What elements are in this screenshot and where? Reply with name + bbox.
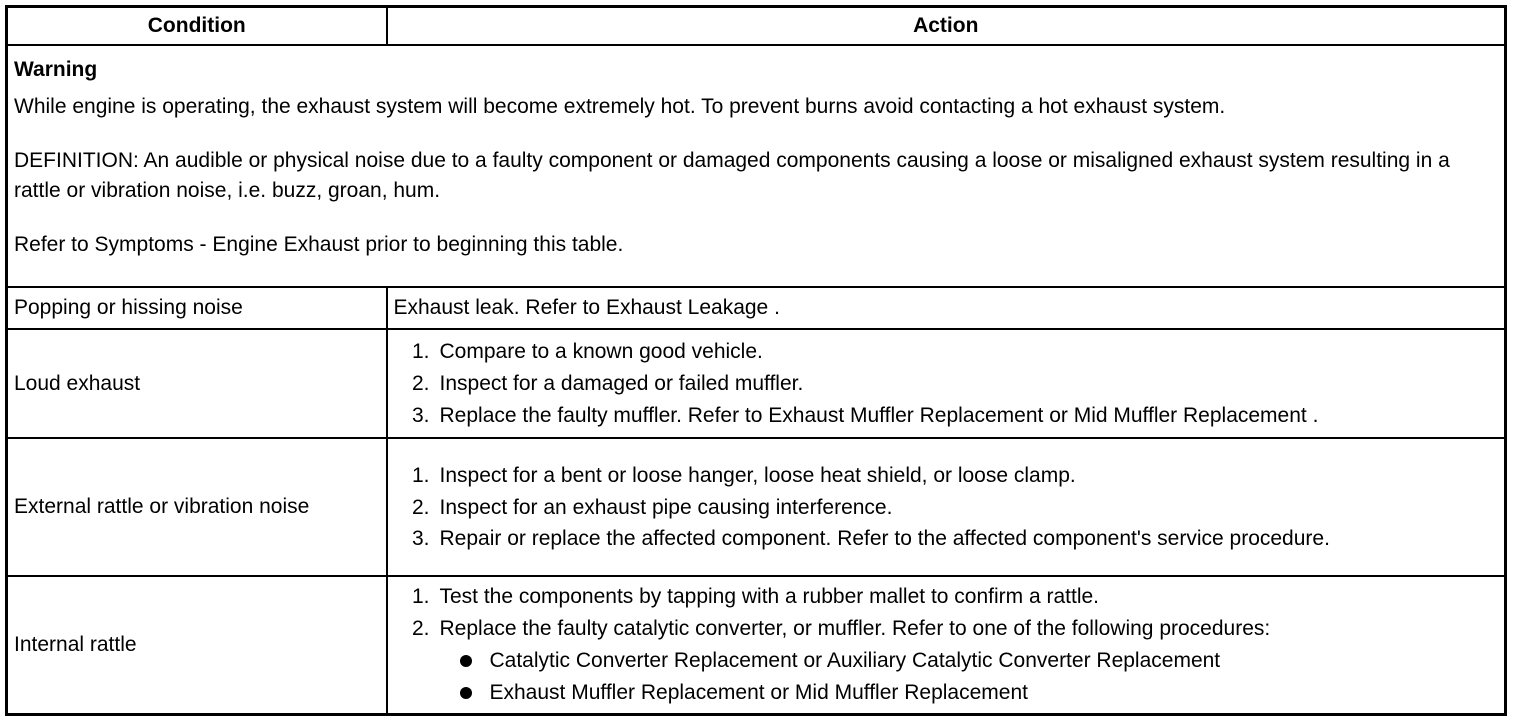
step-item [411, 613, 1499, 709]
step-list [394, 336, 1499, 432]
step-item [411, 368, 1499, 400]
step-text: Inspect for an exhaust pipe causing interference. [439, 496, 893, 520]
step-text: Replace the faulty muffler. Refer to Exhaust Muffler Replacement or Mid Muffler Replacement . [439, 403, 1319, 427]
step-text: Repair or replace the affected component. Refer to the affected component's service procedure. [439, 527, 1330, 551]
step-number: 2. [411, 371, 430, 395]
condition-cell: External rattle or vibration noise [7, 438, 387, 576]
condition-cell: Loud exhaust [7, 329, 387, 437]
bullet-icon [460, 655, 472, 667]
notes-row [7, 45, 1506, 287]
step-item [411, 400, 1499, 432]
step-list [394, 581, 1499, 709]
step-item [411, 581, 1499, 613]
step-number: 3. [411, 527, 430, 551]
procedure-text: Exhaust Muffler Replacement or Mid Muffler Replacement [489, 680, 1028, 704]
table-row [7, 576, 1506, 715]
step-list [394, 460, 1499, 553]
header-row [7, 7, 1506, 46]
step-item [411, 524, 1499, 553]
step-text: Replace the faulty catalytic converter, or muffler. Refer to one of the following procedures: [439, 616, 1271, 640]
procedure-item [490, 677, 1499, 709]
step-item [411, 492, 1499, 524]
notes-cell [7, 45, 1506, 287]
step-item [411, 336, 1499, 368]
step-number: 3. [411, 403, 430, 427]
action-cell [387, 576, 1506, 715]
bullet-icon [460, 687, 472, 699]
definition-text: DEFINITION: An audible or physical noise due to a faulty component or damaged components causing a loose or misaligned exhaust system resulting in a rattle or vibration noise, i.e. buzz, groan, hum. [14, 149, 1450, 202]
step-number: 2. [411, 496, 430, 520]
step-item [411, 460, 1499, 492]
condition-cell: Internal rattle [7, 576, 387, 715]
step-text: Inspect for a bent or loose hanger, loose heat shield, or loose clamp. [439, 464, 1076, 488]
step-text: Inspect for a damaged or failed muffler. [439, 371, 804, 395]
warning-title: Warning [14, 58, 98, 81]
table-row [7, 438, 1506, 576]
action-cell [387, 438, 1506, 576]
warning-text: While engine is operating, the exhaust system will become extremely hot. To prevent burns avoid contacting a hot exhaust system. [14, 95, 1226, 118]
action-cell [387, 329, 1506, 437]
refer-text: Refer to Symptoms - Engine Exhaust prior to beginning this table. [14, 233, 624, 256]
step-number: 1. [411, 464, 430, 488]
diagnostic-table [5, 5, 1507, 716]
condition-header: Condition [7, 7, 387, 46]
table-row [7, 329, 1506, 437]
table-row [7, 287, 1506, 329]
action-header: Action [387, 7, 1506, 46]
procedure-text: Catalytic Converter Replacement or Auxiliary Catalytic Converter Replacement [489, 648, 1221, 672]
step-number: 2. [411, 616, 430, 640]
procedure-list [440, 645, 1499, 709]
step-text: Test the components by tapping with a rubber mallet to confirm a rattle. [439, 584, 1100, 608]
step-number: 1. [411, 584, 430, 608]
step-text: Compare to a known good vehicle. [439, 339, 763, 363]
condition-cell: Popping or hissing noise [7, 287, 387, 329]
action-cell: Exhaust leak. Refer to Exhaust Leakage . [387, 287, 1506, 329]
step-number: 1. [411, 339, 430, 363]
procedure-item [490, 645, 1499, 677]
